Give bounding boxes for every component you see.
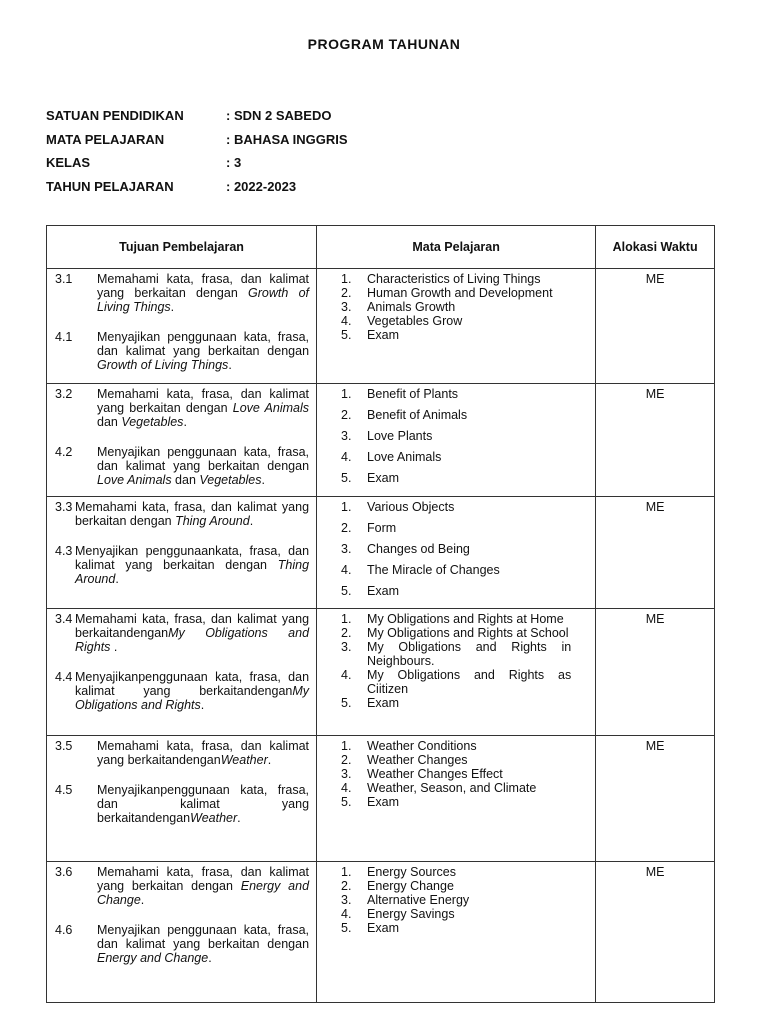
list-item-number: 1. [341, 387, 352, 401]
list-item-number: 1. [341, 612, 352, 626]
list-item [341, 286, 571, 300]
tujuan-text-tail: . [115, 572, 119, 586]
tujuan-text-tail: . [200, 698, 205, 712]
list-item-number: 3. [341, 542, 352, 556]
list-item [341, 450, 571, 464]
list-item-number: 3. [341, 767, 352, 781]
tujuan-text-plain: Menyajikan penggunaankata, frasa, dan kalimat yang berkaitan dengan [75, 544, 310, 572]
list-item [341, 314, 571, 328]
meta-label: KELAS [46, 155, 91, 170]
tujuan-text-plain: Menyajikan penggunaan kata, frasa, dan kalimat yang berkaitan dengan [97, 330, 310, 358]
list-item [341, 921, 571, 935]
tujuan-topic: Vegetables [199, 473, 262, 487]
spacer [55, 314, 309, 330]
alokasi-cell: ME [596, 736, 715, 862]
tujuan-number: 4.2 [55, 445, 73, 459]
list-item-number: 1. [341, 739, 352, 753]
meta-label: TAHUN PELAJARAN [46, 178, 174, 194]
tujuan-item [55, 387, 309, 429]
list-item-number: 4. [341, 781, 352, 795]
tujuan-text [75, 544, 309, 586]
list-item-text: Changes od Being [367, 542, 470, 556]
alokasi-cell: ME [596, 269, 715, 384]
list-item [341, 300, 571, 314]
list-item [341, 640, 571, 668]
list-item [341, 795, 571, 809]
tujuan-text-plain: Memahami kata, frasa, dan kalimat yang berkaitan dengan [75, 500, 310, 528]
list-item-text: Exam [367, 471, 399, 485]
tujuan-item [55, 612, 309, 654]
table-row [47, 609, 715, 736]
meta-row-mapel [46, 131, 348, 155]
list-item-number: 1. [341, 500, 352, 514]
tujuan-cell [47, 736, 317, 862]
meta-row-kelas [46, 154, 348, 178]
page-title: PROGRAM TAHUNAN [307, 36, 461, 52]
list-item-number: 4. [341, 563, 352, 577]
list-item-number: 4. [341, 314, 352, 328]
tujuan-text-plain: Menyajikan penggunaan kata, frasa, dan kalimat yang berkaitan dengan [97, 445, 310, 473]
list-item [341, 328, 571, 342]
list-item-text: Characteristics of Living Things [367, 272, 541, 286]
list-item [341, 563, 571, 577]
tujuan-text [97, 387, 309, 429]
materi-cell [317, 736, 596, 862]
tujuan-text [97, 865, 309, 907]
tujuan-text-plain: Memahami kata, frasa, dan kalimat yang berkaitandengan [75, 612, 310, 640]
list-item [341, 907, 571, 921]
header-tujuan: Tujuan Pembelajaran [47, 226, 317, 269]
tujuan-cell [47, 862, 317, 1003]
tujuan-text-plain: Memahami kata, frasa, dan kalimat yang berkaitan dengan [97, 272, 310, 300]
list-item-text: Various Objects [367, 500, 455, 514]
materi-cell [317, 609, 596, 736]
tujuan-text-tail: . [170, 300, 175, 314]
tujuan-topic: Growth of Living Things [97, 286, 310, 314]
list-item-text: Exam [367, 328, 399, 342]
meta-value: : 3 [226, 155, 242, 170]
tujuan-item [55, 923, 309, 965]
tujuan-item [55, 330, 309, 372]
alokasi-cell: ME [596, 862, 715, 1003]
alokasi-cell: ME [596, 609, 715, 736]
list-item-text: My Obligations and Rights at Home [367, 612, 564, 626]
spacer [55, 907, 309, 923]
list-item [341, 739, 571, 753]
tujuan-text [97, 923, 309, 965]
list-item-text: Exam [367, 921, 399, 935]
table-row [47, 862, 715, 1003]
meta-value: : 2022-2023 [226, 178, 297, 194]
list-item-text: Energy Savings [367, 907, 455, 921]
list-item-number: 5. [341, 921, 352, 935]
tujuan-number: 3.6 [55, 865, 73, 879]
list-item [341, 668, 571, 696]
tujuan-topic: Thing Around [175, 514, 250, 528]
list-item [341, 612, 571, 626]
list-item-text: Animals Growth [367, 300, 456, 314]
tujuan-text-tail: . [267, 753, 272, 767]
list-item-number: 3. [341, 300, 352, 314]
meta-row-tahun [46, 178, 348, 202]
list-item-number: 5. [341, 471, 352, 485]
tujuan-number: 3.5 [55, 739, 73, 753]
program-table [46, 225, 715, 1003]
tujuan-item [55, 272, 309, 314]
list-item-number: 5. [341, 584, 352, 598]
list-item [341, 893, 571, 907]
tujuan-text-plain: Menyajikanpenggunaan kata, frasa, dan kalimat yang berkaitandengan [97, 783, 310, 825]
tujuan-topic: Love Animals [97, 473, 172, 487]
tujuan-text [97, 272, 309, 314]
tujuan-text-plain: Menyajikanpenggunaan kata, frasa, dan kalimat yang berkaitandengan [75, 670, 310, 698]
list-item [341, 521, 571, 535]
list-item-text: My Obligations and Rights as Ciitizen [367, 668, 572, 696]
list-item-text: Weather Changes [367, 753, 468, 767]
tujuan-number: 4.3 [55, 544, 73, 558]
list-item [341, 387, 571, 401]
tujuan-number: 3.4 [55, 612, 73, 626]
tujuan-item [55, 739, 309, 767]
tujuan-text [75, 500, 309, 528]
tujuan-text-tail: . [237, 811, 241, 825]
tujuan-number: 3.2 [55, 387, 73, 401]
table-header-row [47, 226, 715, 269]
tujuan-text-tail: . [140, 893, 145, 907]
list-item-text: Love Plants [367, 429, 433, 443]
list-item [341, 781, 571, 795]
list-item-number: 4. [341, 450, 352, 464]
list-item-number: 1. [341, 865, 352, 879]
tujuan-text [97, 445, 309, 487]
tujuan-text-tail: . [208, 951, 212, 965]
spacer [55, 654, 309, 670]
list-item-number: 2. [341, 626, 352, 640]
list-item-text: Form [367, 521, 397, 535]
list-item-text: Benefit of Animals [367, 408, 468, 422]
list-item [341, 272, 571, 286]
list-item-number: 4. [341, 668, 352, 682]
tujuan-text [97, 330, 309, 372]
list-item-number: 2. [341, 753, 352, 767]
list-item-text: The Miracle of Changes [367, 563, 500, 577]
list-item-text: Weather Conditions [367, 739, 477, 753]
list-item-number: 3. [341, 429, 352, 443]
tujuan-item [55, 445, 309, 487]
table-row [47, 384, 715, 497]
meta-value: : SDN 2 SABEDO [226, 108, 332, 123]
tujuan-topic: My Obligations and Rights [75, 684, 310, 712]
tujuan-number: 3.1 [55, 272, 73, 286]
table-row [47, 497, 715, 609]
list-item-text: Exam [367, 696, 399, 710]
list-item [341, 696, 571, 710]
list-item [341, 429, 571, 443]
tujuan-topic: Love Animals [232, 401, 310, 415]
tujuan-item [55, 865, 309, 907]
tujuan-item [55, 670, 309, 712]
materi-cell [317, 384, 596, 497]
document-meta [46, 107, 348, 201]
tujuan-number: 3.3 [55, 500, 73, 514]
list-item [341, 471, 571, 485]
list-item-number: 2. [341, 286, 352, 300]
list-item-text: My Obligations and Rights in Neighbours. [367, 640, 572, 668]
tujuan-cell [47, 269, 317, 384]
list-item [341, 500, 571, 514]
spacer [55, 429, 309, 445]
list-item-text: Exam [367, 795, 399, 809]
tujuan-item [55, 783, 309, 825]
tujuan-text-tail: . [183, 415, 187, 429]
table-row [47, 269, 715, 384]
tujuan-topic: My Obligations and Rights [75, 626, 310, 654]
list-item [341, 408, 571, 422]
list-item [341, 879, 571, 893]
list-item [341, 626, 571, 640]
list-item-text: Vegetables Grow [367, 314, 463, 328]
spacer [55, 528, 309, 544]
tujuan-topic: Thing Around [75, 558, 310, 586]
list-item-number: 4. [341, 907, 352, 921]
list-item-text: Alternative Energy [367, 893, 470, 907]
alokasi-cell: ME [596, 497, 715, 609]
tujuan-text [75, 612, 309, 654]
meta-label: MATA PELAJARAN [46, 131, 165, 147]
materi-list [341, 865, 571, 935]
list-item-number: 2. [341, 879, 352, 893]
tujuan-topic: Growth of Living Things [97, 358, 229, 372]
materi-cell [317, 497, 596, 609]
tujuan-number: 4.6 [55, 923, 73, 937]
list-item-text: Human Growth and Development [367, 286, 553, 300]
list-item [341, 584, 571, 598]
table-row [47, 736, 715, 862]
materi-cell [317, 269, 596, 384]
tujuan-number: 4.1 [55, 330, 73, 344]
materi-cell [317, 862, 596, 1003]
list-item-number: 2. [341, 521, 352, 535]
list-item-text: Weather, Season, and Climate [367, 781, 537, 795]
tujuan-text-connector: dan [97, 415, 122, 429]
tujuan-text-plain: Memahami kata, frasa, dan kalimat yang berkaitandengan [97, 739, 310, 767]
materi-list [341, 739, 571, 809]
list-item [341, 753, 571, 767]
meta-row-satuan [46, 107, 348, 131]
tujuan-cell [47, 609, 317, 736]
list-item [341, 865, 571, 879]
list-item-number: 3. [341, 893, 352, 907]
list-item-number: 5. [341, 795, 352, 809]
tujuan-text-tail: . [228, 358, 232, 372]
materi-list [341, 387, 571, 485]
tujuan-text-plain: Memahami kata, frasa, dan kalimat yang berkaitan dengan [97, 387, 310, 415]
meta-label: SATUAN PENDIDIKAN [46, 108, 184, 123]
list-item-text: My Obligations and Rights at School [367, 626, 569, 640]
list-item-text: Weather Changes Effect [367, 767, 503, 781]
header-mata-pelajaran: Mata Pelajaran [317, 226, 596, 269]
tujuan-text-plain: Menyajikan penggunaan kata, frasa, dan kalimat yang berkaitan dengan [97, 923, 310, 951]
list-item-number: 5. [341, 696, 352, 710]
list-item-number: 5. [341, 328, 352, 342]
tujuan-text-tail: . [110, 640, 118, 654]
tujuan-text-tail: . [249, 514, 254, 528]
tujuan-text [97, 739, 309, 767]
tujuan-topic: Weather [220, 753, 268, 767]
list-item-text: Benefit of Plants [367, 387, 459, 401]
tujuan-text-tail: . [261, 473, 265, 487]
list-item-text: Love Animals [367, 450, 442, 464]
tujuan-topic: Energy and Change [97, 879, 310, 907]
tujuan-text [75, 670, 309, 712]
header-alokasi-waktu: Alokasi Waktu [596, 226, 715, 269]
list-item [341, 767, 571, 781]
tujuan-text-connector: dan [171, 473, 200, 487]
tujuan-cell [47, 497, 317, 609]
tujuan-text [97, 783, 309, 825]
tujuan-item [55, 500, 309, 528]
tujuan-item [55, 544, 309, 586]
tujuan-topic: Energy and Change [97, 951, 209, 965]
alokasi-cell: ME [596, 384, 715, 497]
tujuan-cell [47, 384, 317, 497]
tujuan-topic: Weather [190, 811, 238, 825]
tujuan-number: 4.5 [55, 783, 73, 797]
list-item-text: Energy Sources [367, 865, 456, 879]
list-item-number: 2. [341, 408, 352, 422]
spacer [55, 767, 309, 783]
list-item-text: Exam [367, 584, 399, 598]
materi-list [341, 500, 571, 598]
list-item [341, 542, 571, 556]
tujuan-text-plain: Memahami kata, frasa, dan kalimat yang berkaitan dengan [97, 865, 310, 893]
list-item-number: 1. [341, 272, 352, 286]
list-item-text: Energy Change [367, 879, 454, 893]
tujuan-topic: Vegetables [121, 415, 184, 429]
tujuan-number: 4.4 [55, 670, 73, 684]
materi-list [341, 272, 571, 342]
materi-list [341, 612, 571, 710]
list-item-number: 3. [341, 640, 352, 654]
meta-value: : BAHASA INGGRIS [226, 131, 348, 147]
